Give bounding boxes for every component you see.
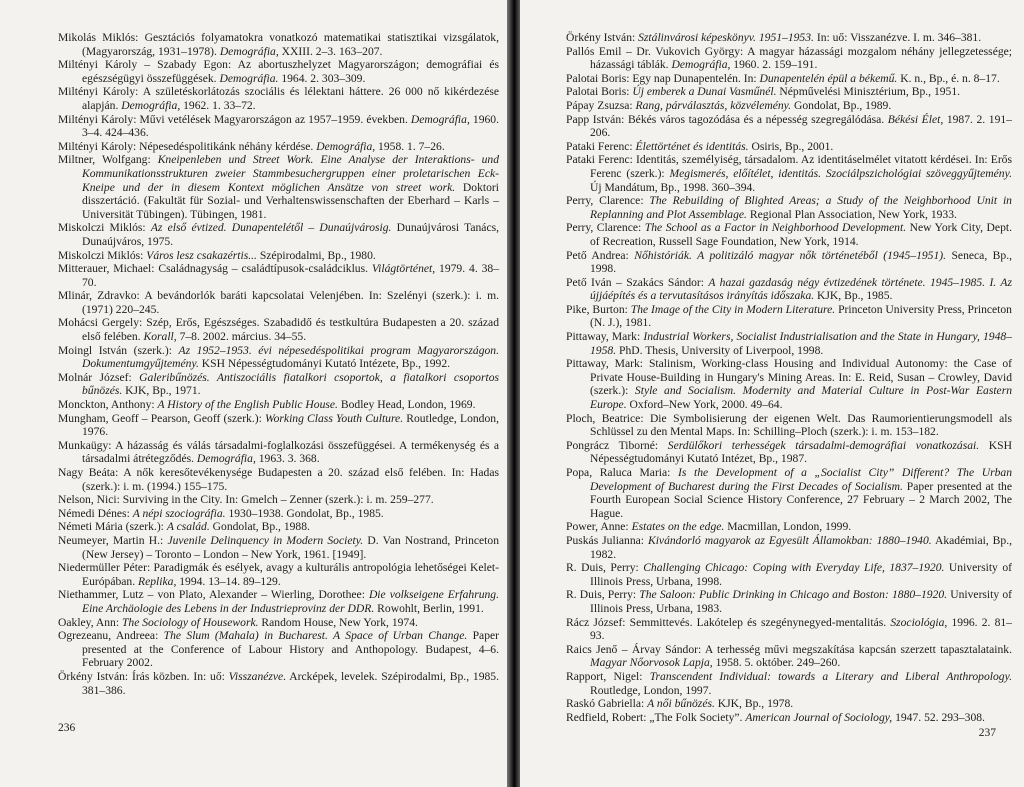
entry-pre: Puskás Julianna: — [566, 533, 648, 547]
entry-pre: Moingl István (szerk.): — [58, 343, 179, 357]
bibliography-entry — [566, 276, 1012, 303]
entry-post: Osiris, Bp., 2001. — [748, 139, 834, 153]
entry-pre: Németi Mária (szerk.): — [58, 520, 167, 534]
bibliography-entry — [58, 249, 499, 263]
entry-post: 1960. 3–4. 424–436. — [82, 112, 499, 140]
entry-post: Oxford–New York, 2000. 49–64. — [626, 398, 783, 412]
entry-title: Korall, — [143, 330, 177, 344]
bibliography-entry — [566, 31, 1012, 45]
entry-title: Dunapentelén épül a békemű. — [759, 71, 898, 85]
book-gutter — [507, 0, 520, 787]
entry-post: Új Mandátum, Bp., 1998. 360–394. — [590, 180, 756, 194]
bibliography-column — [58, 31, 499, 697]
entry-title: Demográfia. — [219, 71, 279, 85]
entry-pre: Pongrácz Tiborné: — [566, 438, 668, 452]
entry-title: A History of the English Public House. — [157, 398, 338, 412]
bibliography-entry — [566, 357, 1012, 411]
entry-pre: Pataki Ferenc: Identitás, személyiség, társadalom. Az identitáselmélet vitatott kérdései. In: Erős Ferenc (szerk.): — [566, 153, 1012, 180]
bibliography-entry — [58, 113, 499, 140]
entry-pre: Niedermüller Péter: Paradigmák és esélyek, avagy a kulturális antropológia lehetőségei Kelet-Európában. — [58, 561, 499, 588]
bibliography-entry — [58, 616, 499, 630]
bibliography-entry — [566, 85, 1012, 99]
bibliography-entry — [58, 493, 499, 507]
entry-title: Serdülőkori terhességek társadalmi-demográfiai vonatkozásai. — [667, 438, 980, 452]
entry-pre: Popa, Raluca Maria: — [566, 466, 678, 479]
entry-pre: Ploch, Beatrice: Die Symbolisierung der eigenen Welt. Das Raumorientierungsmodell als Schlüssel zu den Mental Maps. In: Schilling–Ploch (szerk.): i. m. 153–182. — [566, 411, 1012, 439]
entry-pre: Papp István: Békés város tagozódása és a népesség szegregálódása. — [566, 112, 888, 126]
entry-post: 7–8. 2002. március. 34–55. — [176, 330, 307, 344]
entry-pre: Pike, Burton: — [566, 302, 631, 316]
entry-post: 1979. 4. 38–70. — [82, 262, 499, 289]
entry-post: Bodley Head, London, 1969. — [337, 398, 476, 412]
entry-title: The Sociology of Housework. — [121, 615, 259, 629]
entry-title: A család. — [166, 520, 210, 534]
entry-title: Nőhistóriák. A politizáló magyar nők történetéből (1945–1951). — [634, 248, 947, 262]
entry-post: 1960. 2. 159–191. — [730, 58, 818, 72]
bibliography-entry — [566, 588, 1012, 615]
entry-pre: Palotai Boris: — [566, 85, 633, 99]
entry-title: The Rebuilding of Blighted Areas; a Study of the Neighborhood Unit in Replanning and Plot Assemblage. — [590, 194, 1012, 221]
entry-post: University of Illinois Press, Urbana, 1998. — [590, 561, 1012, 588]
entry-title: Kneipenleben und Street Work. Eine Analyse der Interaktions- und Kommunikationsstrukturen zweier Stammbesuchergruppen einer proletarischen Eck-Kneipe und der in diesem Kontext möglichen Ansätze von street work. — [82, 153, 499, 194]
entry-pre: Neumeyer, Martin H.: — [58, 533, 168, 547]
bibliography-entry — [566, 616, 1012, 643]
entry-post: KJK, Bp., 1978. — [714, 697, 794, 711]
bibliography-entry — [566, 99, 1012, 113]
bibliography-entry — [566, 697, 1012, 711]
entry-title: Estates on the edge. — [631, 520, 725, 534]
entry-pre: Nelson, Nici: Surviving in the City. In: Gmelch – Zenner (szerk.): i. m. 259–277. — [58, 493, 434, 507]
entry-pre: Niethammer, Lutz – von Plato, Alexander – Wierling, Dorothee: — [58, 588, 369, 602]
bibliography-entry — [58, 153, 499, 221]
entry-post: 1958. 5. október. 249–260. — [712, 656, 841, 670]
entry-title: Az első évtized. Dunapentelétől – Dunaújvárosig. — [150, 221, 392, 235]
entry-post: KJK, Bp., 1971. — [122, 384, 201, 398]
bibliography-entry — [58, 58, 499, 85]
entry-title: Transcendent Individual: towards a Literary and Liberal Anthropology. — [649, 669, 1012, 683]
entry-title: A hazai gazdaság négy évtizedének története. 1945–1985. I. Az újjáépítés és a tervutasításos irányítás időszaka. — [590, 275, 1012, 303]
bibliography-entry — [58, 520, 499, 534]
entry-title: Industrial Workers, Socialist Industrialisation and the State in Hungary, 1948–1958. — [590, 330, 1012, 357]
entry-pre: Mlinár, Zdravko: A bevándorlók baráti kapcsolatai Velenjében. In: Szelényi (szerk.): i. m. (1971) 220–245. — [58, 289, 499, 316]
bibliography-entry — [566, 194, 1012, 221]
bibliography-entry — [566, 45, 1012, 72]
page-number: 237 — [978, 727, 996, 739]
bibliography-entry — [566, 412, 1012, 439]
entry-post: Gondolat, Bp., 1988. — [209, 520, 310, 534]
entry-title: American Journal of Sociology, — [745, 710, 893, 724]
entry-pre: Raskó Gabriella: — [566, 697, 648, 711]
entry-pre: Pallós Emil – Dr. Vukovich György: A magyar házassági mozgalom néhány jellegzetessége; házassági táblák. — [566, 44, 1012, 72]
entry-pre: Pető Andrea: — [566, 248, 635, 262]
entry-pre: Rapport, Nigel: — [566, 669, 650, 683]
entry-pre: Miltényi Károly: A születéskorlátozás szociális és lélektani háttere. 26 000 nő kikérdezése alapján. — [58, 85, 499, 112]
bibliography-entry — [58, 534, 499, 561]
bibliography-entry — [566, 140, 1012, 154]
entry-post: KJK, Bp., 1985. — [814, 289, 893, 303]
entry-pre: Rácz József: Semmittevés. Lakótelep és szegénynegyed-mentalitás. — [566, 615, 891, 629]
entry-title: Város lesz csakazértis... — [146, 248, 257, 262]
entry-pre: Pittaway, Mark: — [566, 330, 644, 344]
entry-post: New York City, Dept. of Recreation, Russell Sage Foundation, New York, 1914. — [590, 221, 1012, 248]
entry-post: In: uő: Visszanézve. I. m. 346–381. — [813, 31, 982, 44]
entry-title: Békési Élet, — [887, 112, 944, 126]
entry-title: Magyar Nőorvosok Lapja, — [590, 656, 713, 670]
entry-title: Demográfia, — [219, 44, 279, 58]
entry-post: 1996. 2. 81–93. — [590, 615, 1012, 643]
entry-post: 1962. 1. 33–72. — [180, 98, 256, 112]
bibliography-entry — [566, 153, 1012, 194]
entry-post: Dunaújvárosi Tanács, Dunaújváros, 1975. — [82, 221, 500, 248]
bibliography-entry — [58, 507, 499, 521]
entry-post: Arcképek, levelek. Szépirodalmi, Bp., 1985. 381–386. — [82, 669, 499, 697]
entry-title: Die volkseigene Erfahrung. Eine Archäologie des Lebens in der Industrieprovinz der DDR. — [82, 588, 499, 615]
entry-pre: Mikolás Miklós: Gesztációs folyamatokra vonatkozó matematikai statisztikai vizsgálatok, (Magyarország, 1931–1978). — [58, 31, 499, 58]
entry-post: 1994. 13–14. 89–129. — [176, 574, 281, 588]
bibliography-entry — [58, 85, 499, 112]
entry-title: Replika, — [138, 574, 177, 588]
bibliography-entry — [566, 670, 1012, 697]
entry-post: 1930–1938. Gondolat, Bp., 1985. — [225, 506, 384, 520]
entry-post: Random House, New York, 1974. — [258, 615, 418, 629]
entry-title: The Slum (Mahala) in Bucharest. A Space of Urban Change. — [163, 629, 468, 643]
entry-pre: R. Duis, Perry: — [566, 561, 644, 575]
entry-title: The Image of the City in Modern Literature. — [630, 302, 836, 316]
entry-pre: Miltényi Károly: Népesedéspolitikánk néhány kérdése. — [58, 139, 317, 153]
entry-pre: Miskolczi Miklós: — [58, 248, 147, 262]
bibliography-entry — [58, 439, 499, 466]
bibliography-entry — [566, 466, 1012, 520]
bibliography-entry — [566, 303, 1012, 330]
left-page — [0, 0, 507, 787]
entry-post: Akadémiai, Bp., 1982. — [590, 533, 1012, 561]
entry-title: Juvenile Delinquency in Modern Society. — [167, 533, 364, 547]
entry-post: KSH Népességtudományi Kutató Intézet, Bp., 1987. — [590, 438, 1012, 466]
entry-pre: Monckton, Anthony: — [58, 398, 158, 412]
entry-title: Working Class Youth Culture. — [265, 411, 404, 425]
entry-title: Sztálinvárosi képeskönyv. 1951–1953. — [638, 31, 814, 44]
page-number: 236 — [58, 722, 76, 734]
bibliography-entry — [566, 643, 1012, 670]
entry-post: Doktori disszertáció. (Fakultät für Sozial- und Verhaltenswissenschaften der Eberhard – Karls – Universität Tübingen). Tübingen, 1981. — [82, 180, 499, 221]
bibliography-entry — [566, 534, 1012, 561]
bibliography-entry — [566, 330, 1012, 357]
entry-pre: Palotai Boris: Egy nap Dunapentelén. In: — [566, 71, 760, 85]
entry-title: Demográfia, — [316, 139, 376, 153]
entry-pre: Redfield, Robert: „The Folk Society”. — [566, 710, 746, 724]
entry-title: Kivándorló magyarok az Egyesült Államokban: 1880–1940. — [647, 533, 932, 547]
entry-post: 1947. 52. 293–308. — [892, 710, 985, 724]
entry-pre: Oakley, Ann: — [58, 615, 122, 629]
bibliography-entry — [58, 316, 499, 343]
entry-title: A női bűnözés. — [647, 697, 715, 711]
entry-post: Macmillan, London, 1999. — [724, 520, 852, 534]
entry-pre: Pápay Zsuzsa: — [566, 98, 636, 112]
entry-post: Regional Plan Association, New York, 1933. — [746, 207, 957, 221]
entry-post: Szépirodalmi, Bp., 1980. — [256, 248, 376, 262]
right-page — [520, 0, 1024, 787]
entry-title: Rang, párválasztás, közvélemény. — [635, 98, 792, 112]
entry-pre: R. Duis, Perry: — [566, 588, 640, 602]
entry-title: Szociológia, — [890, 615, 948, 629]
bibliography-entry — [58, 466, 499, 493]
entry-pre: Miltényi Károly: Művi vetélések Magyarországon az 1957–1959. években. — [58, 112, 411, 126]
bibliography-entry — [566, 72, 1012, 86]
entry-post: 1987. 2. 191–206. — [590, 112, 1012, 140]
entry-title: Demográfia, — [410, 112, 470, 126]
entry-post: Routledge, London, 1997. — [590, 683, 712, 697]
entry-pre: Perry, Clarence: — [566, 194, 650, 208]
entry-post: Routledge, London, 1976. — [82, 411, 499, 439]
bibliography-entry — [566, 711, 1012, 725]
entry-title: Az 1952–1953. évi népesedéspolitikai program Magyarországon. Dokumentumgyűjtemény. — [82, 343, 499, 371]
bibliography-entry — [566, 113, 1012, 140]
bibliography-entry — [566, 221, 1012, 248]
entry-pre: Mohácsi Gergely: Szép, Erős, Egészséges. Szabadidő és testkultúra Budapesten a 20. század első felében. — [58, 316, 499, 344]
entry-title: Challenging Chicago: Coping with Everyday Life, 1837–1920. — [643, 561, 945, 575]
entry-post: Seneca, Bp., 1998. — [590, 248, 1012, 276]
entry-title: Megismerés, előítélet, identitás. Szociálpszichológiai szöveggyűjtemény. — [669, 166, 1012, 180]
entry-post: University of Illinois Press, Urbana, 1983. — [590, 588, 1013, 615]
entry-pre: Molnár József: — [58, 370, 140, 384]
entry-pre: Némedi Dénes: — [58, 506, 133, 520]
entry-title: Új emberek a Dunai Vasműnél. — [632, 85, 777, 99]
bibliography-entry — [58, 412, 499, 439]
bibliography-entry — [58, 344, 499, 371]
entry-title: Visszanézve. — [228, 669, 287, 683]
bibliography-column — [566, 31, 1012, 724]
entry-pre: Munkaügy: A házasság és válás társadalmi-foglalkozási összefüggései. A termékenység és a társadalmi átrétegződés. — [58, 438, 499, 466]
entry-pre: Pataki Ferenc: — [566, 139, 636, 153]
bibliography-entry — [566, 520, 1012, 534]
entry-title: Világtörténet, — [371, 262, 436, 276]
entry-pre: Raics Jenő – Árvay Sándor: A terhesség művi megszakítása kapcsán szerzett tapasztalataink. — [566, 642, 1012, 656]
entry-pre: Mungham, Geoff – Pearson, Geoff (szerk.): — [58, 411, 266, 425]
entry-title: Style and Socialism. Modernity and Material Culture in Post-War Eastern Europe. — [590, 384, 1013, 412]
bibliography-entry — [58, 670, 499, 697]
entry-title: Élettörténet és identitás. — [635, 139, 749, 153]
bibliography-entry — [58, 31, 499, 58]
bibliography-entry — [566, 439, 1012, 466]
entry-post: KSH Népességtudományi Kutató Intézete, Bp., 1992. — [198, 357, 451, 371]
entry-pre: Nagy Beáta: A nők keresőtevékenysége Budapesten a 20. század első felében. In: Hadas (szerk.): i. m. (1994.) 155–175. — [58, 466, 499, 493]
entry-title: Galeribűnözés. Antiszociális fiatalkori csoportok, a fiatalkori csoportos bűnözés. — [82, 370, 499, 398]
entry-pre: Miskolczi Miklós: — [58, 221, 151, 235]
entry-pre: Örkény István: Írás közben. In: uő: — [58, 669, 229, 683]
entry-title: A népi szociográfia. — [132, 506, 226, 520]
entry-pre: Ogrezeanu, Andreea: — [58, 629, 164, 643]
entry-post: Gondolat, Bp., 1989. — [791, 98, 892, 112]
entry-post: XXIII. 2–3. 163–207. — [278, 44, 383, 58]
entry-pre: Perry, Clarence: — [566, 221, 645, 235]
entry-pre: Miltner, Wolfgang: — [58, 153, 158, 167]
entry-title: Demográfia, — [121, 98, 181, 112]
entry-post: Rowohlt, Berlin, 1991. — [374, 601, 484, 615]
entry-post: 1958. 1. 7–26. — [375, 139, 445, 153]
entry-pre: Örkény István: — [566, 31, 639, 44]
entry-post: Népművelési Minisztérium, Bp., 1951. — [776, 85, 961, 99]
entry-title: Demográfia, — [196, 452, 256, 466]
bibliography-entry — [58, 398, 499, 412]
bibliography-entry — [566, 249, 1012, 276]
entry-post: 1963. 3. 368. — [255, 452, 320, 466]
entry-post: Paper presented at the Conference of Labour History and Anthopology. Budapest, 4–6. February 2002. — [82, 629, 499, 670]
bibliography-entry — [58, 221, 499, 248]
entry-post: D. Van Nostrand, Princeton (New Jersey) – Toronto – London – New York, 1961. [1949]. — [82, 533, 499, 561]
entry-title: The Saloon: Public Drinking in Chicago and Boston: 1880–1920. — [639, 588, 948, 602]
entry-pre: Mitterauer, Michael: Családnagyság – családtípusok-családciklus. — [58, 262, 372, 276]
entry-title: Is the Development of a „Socialist City” Different? The Urban Development of Bucharest during the First Decades of Socialism. — [590, 466, 1013, 493]
bibliography-entry — [58, 262, 499, 289]
entry-post: 1964. 2. 303–309. — [278, 71, 366, 85]
entry-title: Demográfia, — [671, 58, 731, 72]
bibliography-entry — [566, 561, 1012, 588]
entry-pre: Power, Anne: — [566, 520, 632, 534]
bibliography-entry — [58, 588, 499, 615]
entry-pre: Pető Iván – Szakács Sándor: — [566, 275, 709, 289]
bibliography-entry — [58, 629, 499, 670]
entry-pre: Miltényi Károly – Szabady Egon: Az abortuszhelyzet Magyarországon; demográfiai és egészségügyi összefüggések. — [58, 58, 499, 85]
bibliography-entry — [58, 561, 499, 588]
bibliography-entry — [58, 140, 499, 154]
entry-post: Paper presented at the Fourth European Social Science History Conference, 27 February – 2 March 2002, The Hague. — [590, 479, 1012, 520]
entry-post: K. n., Bp., é. n. 8–17. — [897, 71, 1000, 85]
entry-pre: Pittaway, Mark: Stalinism, Working-class Housing and Individual Autonomy: the Case of Private House-Building in Hungary's Mining Areas. In: E. Reid, Susan – Crowley, David (szerk.): — [566, 357, 1012, 398]
entry-post: PhD. Thesis, University of Liverpool, 1998. — [616, 343, 824, 357]
entry-title: The School as a Factor in Neighborhood Development. — [644, 221, 907, 235]
bibliography-entry — [58, 371, 499, 398]
bibliography-entry — [58, 289, 499, 316]
entry-post: Princeton University Press, Princeton (N. J.), 1981. — [590, 302, 1012, 330]
